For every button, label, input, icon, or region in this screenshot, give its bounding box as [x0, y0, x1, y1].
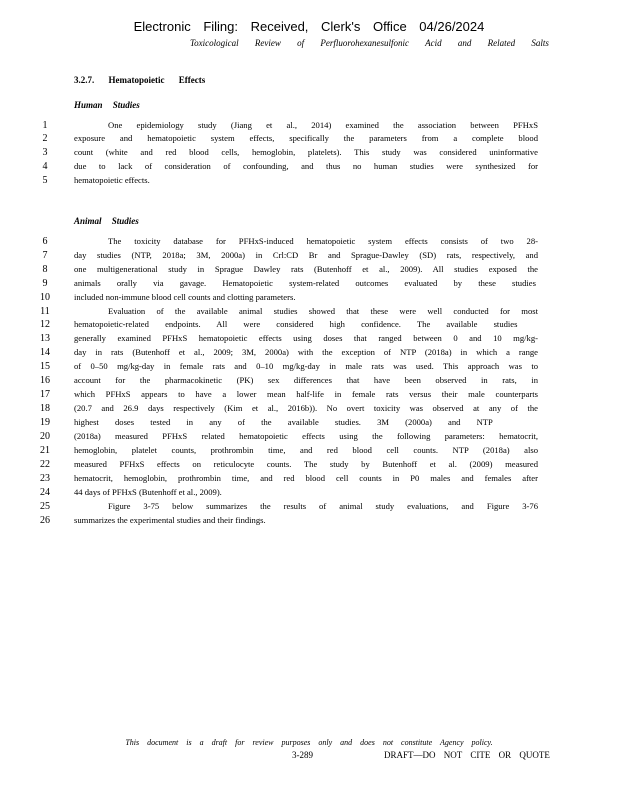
line-number: 6 — [42, 236, 48, 247]
body-line: exposure and hematopoietic system effects, specifically the parameters from a complete blood — [74, 133, 538, 143]
line-number: 15 — [40, 361, 50, 372]
line-number: 25 — [40, 501, 50, 512]
body-line: measured PFHxS effects on reticulocyte counts. The study by Butenhoff et al. (2009) measured — [74, 459, 538, 469]
line-number: 1 — [42, 120, 48, 131]
body-line: account for the pharmacokinetic (PK) sex differences that have been observed in rats, in — [74, 375, 538, 385]
body-line: one multigenerational study in Sprague Dawley rats (Butenhoff et al., 2009). All studies exposed the — [74, 264, 538, 274]
line-number: 5 — [42, 175, 48, 186]
line-number: 11 — [40, 306, 50, 317]
body-line: Evaluation of the available animal studies showed that these were well conducted for most — [108, 306, 538, 316]
body-line: The toxicity database for PFHxS-induced hematopoietic system effects consists of two 28- — [108, 236, 538, 246]
line-number: 16 — [40, 375, 50, 386]
line-number: 7 — [42, 250, 48, 261]
clerk-filing-banner: Electronic Filing: Received, Clerk's Office 04/26/2024 — [133, 19, 485, 34]
line-number: 4 — [42, 161, 48, 172]
body-line: highest doses tested in any of the available studies. 3M (2000a) and NTP — [74, 417, 493, 427]
line-number: 22 — [40, 459, 50, 470]
draft-notice: DRAFT—DO NOT CITE OR QUOTE — [384, 750, 550, 760]
body-line: hematocrit, hemoglobin, prothrombin time, and red blood cell counts in P0 males and females after — [74, 473, 538, 483]
body-line: of 0–50 mg/kg-day in female rats and 0–10 mg/kg-day in male rats was used. This approach was to — [74, 361, 538, 371]
body-line: summarizes the experimental studies and their findings. — [74, 515, 266, 525]
body-line: One epidemiology study (Jiang et al., 2014) examined the association between PFHxS — [108, 120, 538, 130]
body-line: day in rats (Butenhoff et al., 2009; 3M, 2000a) with the exception of NTP (2018a) in which a range — [74, 347, 538, 357]
body-line: due to lack of consideration of confounding, and thus no human studies were synthesized for — [74, 161, 538, 171]
body-line: 44 days of PFHxS (Butenhoff et al., 2009). — [74, 487, 222, 497]
line-number: 19 — [40, 417, 50, 428]
line-number: 23 — [40, 473, 50, 484]
line-number: 13 — [40, 333, 50, 344]
body-line: which PFHxS appears to have a lower mean half-life in female rats versus their male counterparts — [74, 389, 538, 399]
body-line: (20.7 and 26.9 days respectively (Kim et al., 2016b)). No overt toxicity was observed at any of the — [74, 403, 538, 413]
line-number: 20 — [40, 431, 50, 442]
line-number: 8 — [42, 264, 48, 275]
subheading-human-studies: Human Studies — [74, 100, 140, 110]
section-heading: 3.2.7. Hematopoietic Effects — [74, 75, 206, 85]
body-line: animals orally via gavage. Hematopoietic system-related outcomes evaluated by these studies — [74, 278, 536, 288]
line-number: 2 — [42, 133, 48, 144]
line-number: 12 — [40, 319, 50, 330]
body-line: (2018a) measured PFHxS related hematopoietic effects using the following parameters: hematocrit, — [74, 431, 538, 441]
line-number: 3 — [42, 147, 48, 158]
subheading-animal-studies: Animal Studies — [74, 216, 139, 226]
body-line: count (white and red blood cells, hemoglobin, platelets). This study was considered uninformative — [74, 147, 538, 157]
body-line: generally examined PFHxS hematopoietic effects using doses that ranged between 0 and 10 mg/kg- — [74, 333, 538, 343]
body-line: hematopoietic-related endpoints. All were considered high confidence. The available studies — [74, 319, 518, 329]
running-title: Toxicological Review of Perfluorohexanesulfonic Acid and Related Salts — [190, 38, 549, 48]
line-number: 21 — [40, 445, 50, 456]
line-number: 18 — [40, 403, 50, 414]
line-number: 24 — [40, 487, 50, 498]
body-line: Figure 3-75 below summarizes the results of animal study evaluations, and Figure 3-76 — [108, 501, 538, 511]
page-number: 3-289 — [292, 750, 313, 760]
line-number: 17 — [40, 389, 50, 400]
body-line: included non-immune blood cell counts and clotting parameters. — [74, 292, 296, 302]
draft-disclaimer: This document is a draft for review purposes only and does not constitute Agency policy. — [125, 738, 493, 747]
line-number: 14 — [40, 347, 50, 358]
line-number: 26 — [40, 515, 50, 526]
body-line: hemoglobin, platelet counts, prothrombin time, and red blood cell counts. NTP (2018a) also — [74, 445, 538, 455]
body-line: hematopoietic effects. — [74, 175, 150, 185]
body-line: day studies (NTP, 2018a; 3M, 2000a) in Crl:CD Br and Sprague-Dawley (SD) rats, respectively, and — [74, 250, 538, 260]
line-number: 10 — [40, 292, 50, 303]
line-number: 9 — [42, 278, 48, 289]
